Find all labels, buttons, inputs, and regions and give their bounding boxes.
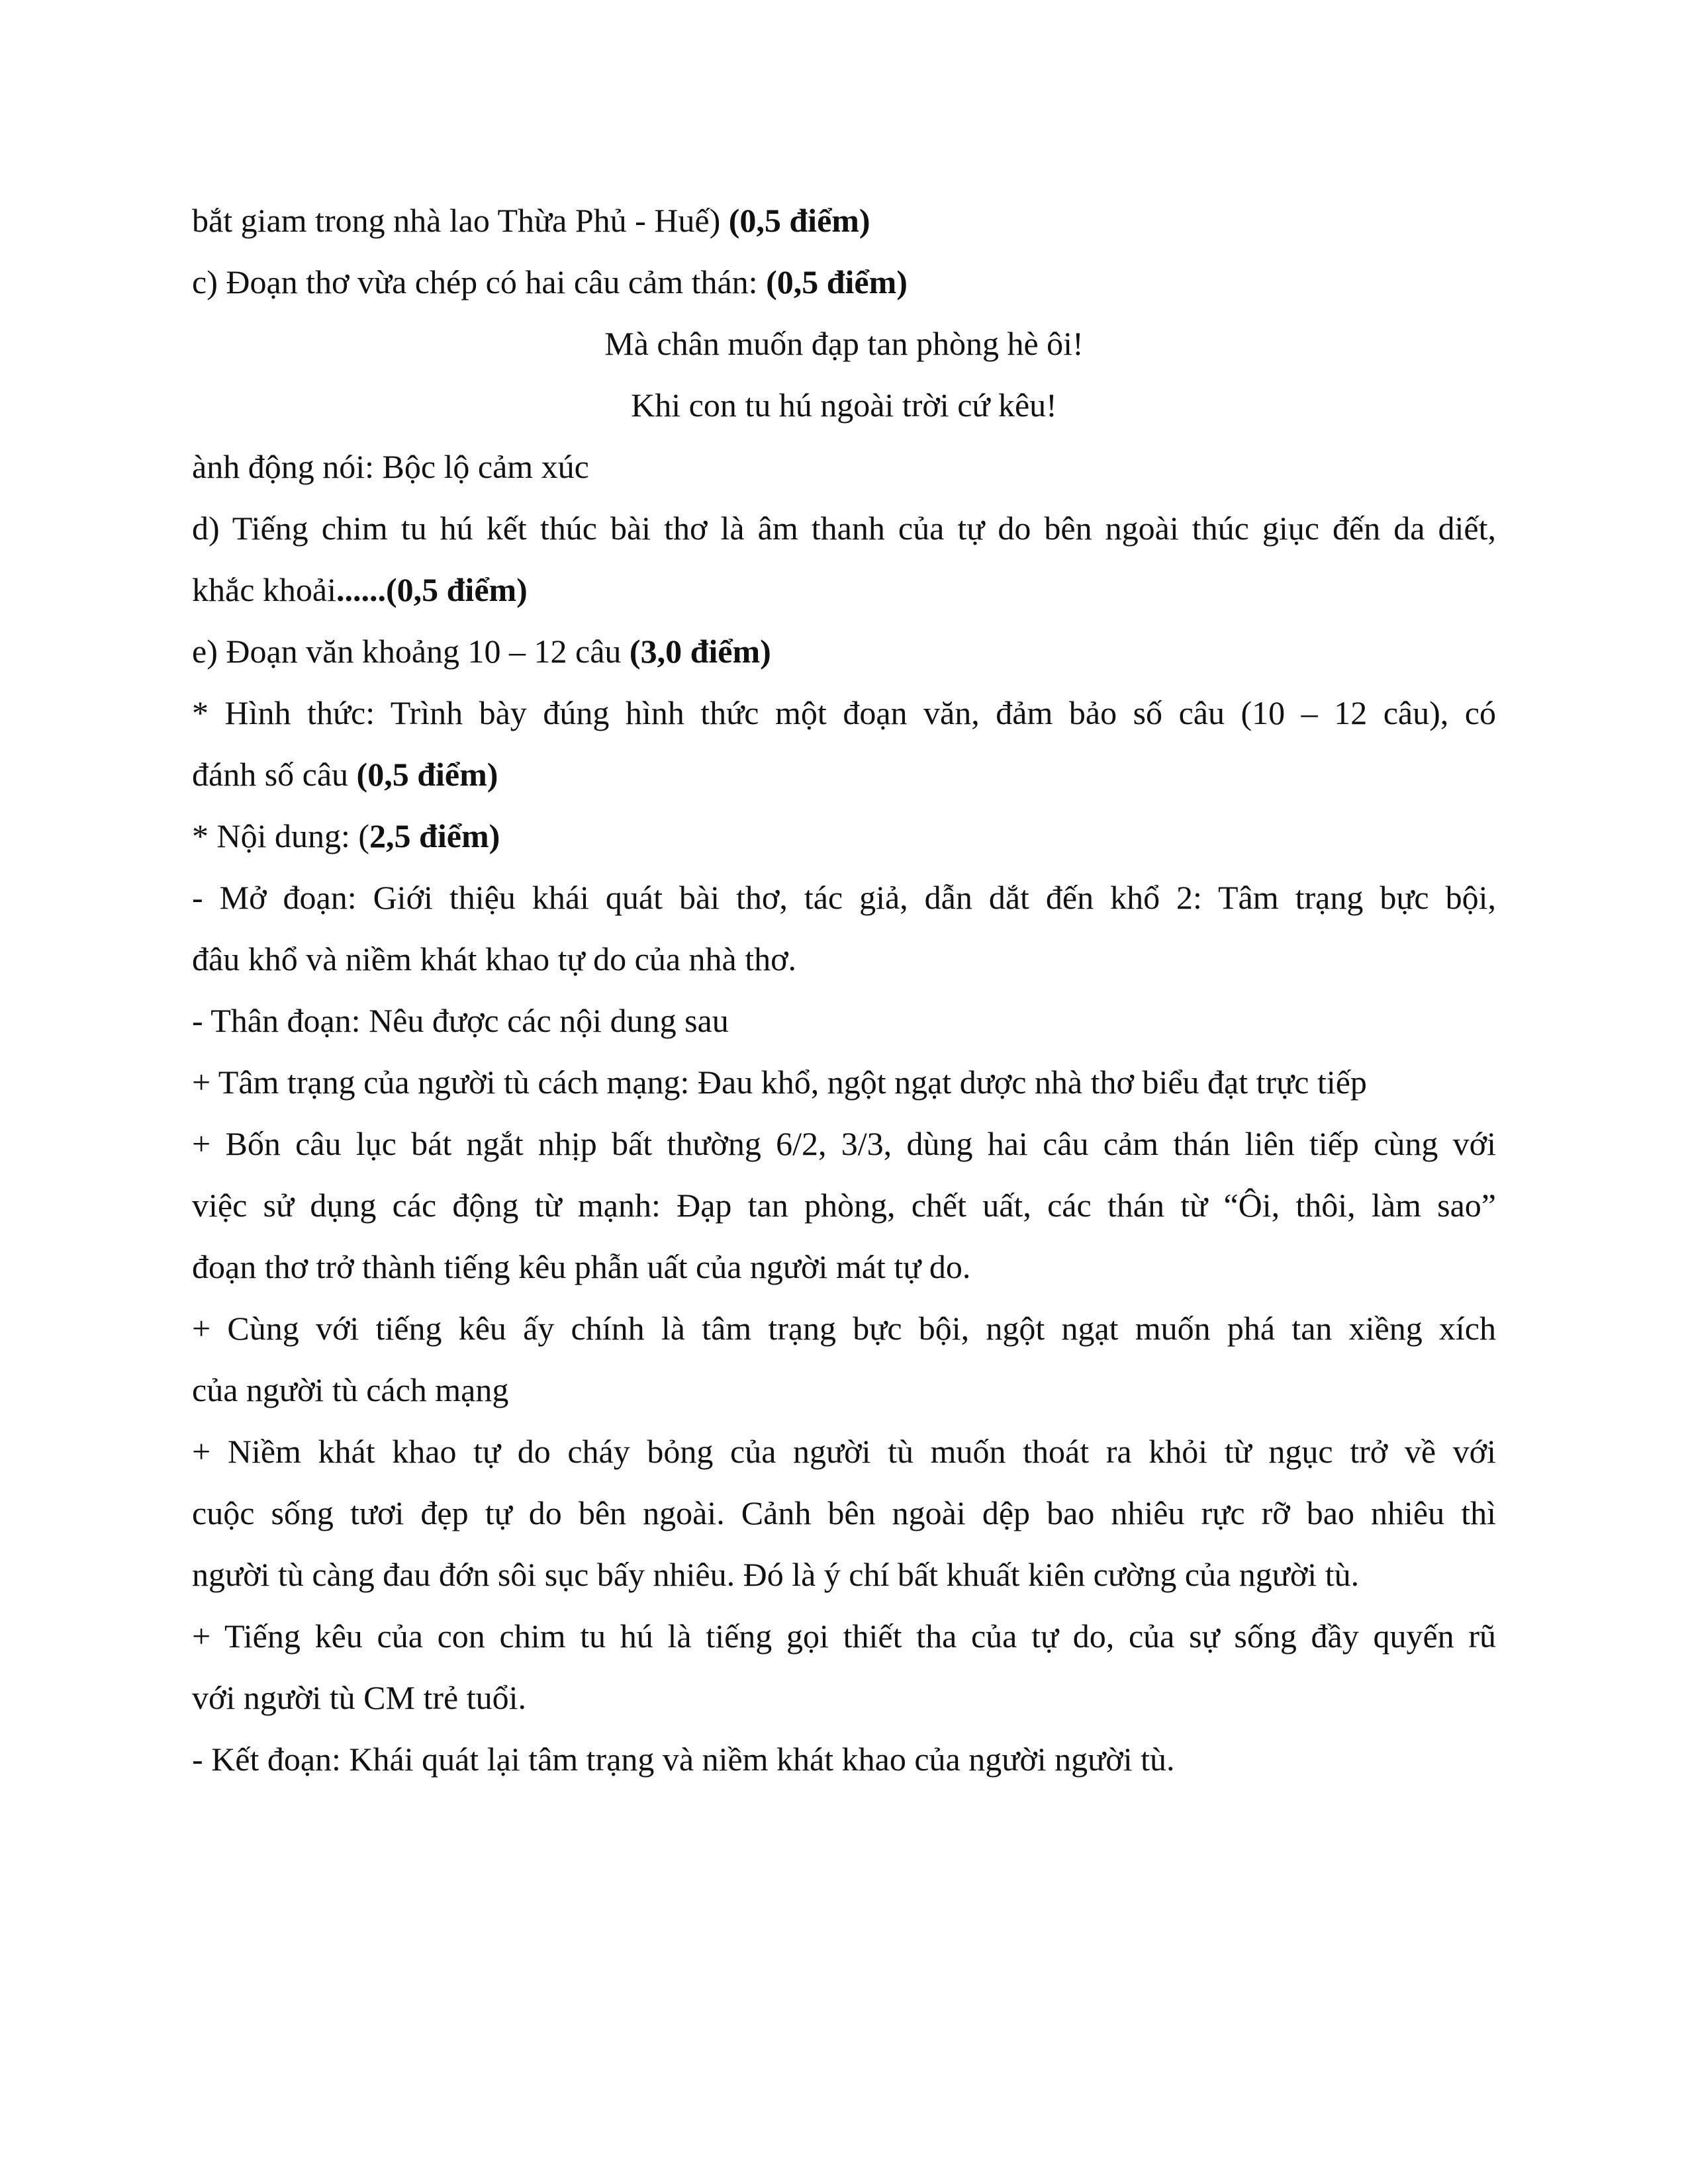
text-line: c) Đoạn thơ vừa chép có hai câu cảm thán: (0,5 điểm) — [192, 263, 908, 300]
text-line: của người tù cách mạng — [192, 1371, 509, 1408]
text-line: đâu khổ và niềm khát khao tự do của nhà thơ. — [192, 940, 797, 978]
text-line: với người tù CM trẻ tuổi. — [192, 1679, 526, 1716]
text-line: khắc khoải......(0,5 điểm) — [192, 571, 528, 608]
text-line: đánh số câu (0,5 điểm) — [192, 756, 498, 793]
text-line: việc sử dụng các động từ mạnh: Đạp tan phòng, chết uất, các thán từ “Ôi, thôi, làm sao” — [192, 1187, 1496, 1224]
text-line: + Cùng với tiếng kêu ấy chính là tâm trạng bực bội, ngột ngạt muốn phá tan xiềng xích — [192, 1310, 1496, 1347]
text-line: * Hình thức: Trình bày đúng hình thức một đoạn văn, đảm bảo số câu (10 – 12 câu), có — [192, 694, 1496, 731]
text-line: d) Tiếng chim tu hú kết thúc bài thơ là âm thanh của tự do bên ngoài thúc giục đến da diết, — [192, 510, 1496, 547]
text-line: e) Đoạn văn khoảng 10 – 12 câu (3,0 điểm) — [192, 633, 771, 670]
text-line: người tù càng đau đớn sôi sục bấy nhiêu. Đó là ý chí bất khuất kiên cường của người tù. — [192, 1556, 1360, 1593]
text-line: + Tâm trạng của người tù cách mạng: Đau khổ, ngột ngạt dược nhà thơ biểu đạt trực tiếp — [192, 1064, 1367, 1101]
answer-text — [192, 190, 1496, 1790]
text-line: cuộc sống tươi đẹp tự do bên ngoài. Cảnh bên ngoài dệp bao nhiêu rực rỡ bao nhiêu thì — [192, 1494, 1496, 1531]
text-line: * Nội dung: (2,5 điểm) — [192, 817, 500, 854]
text-line: + Tiếng kêu của con chim tu hú là tiếng gọi thiết tha của tự do, của sự sống đầy quyến rũ — [192, 1617, 1496, 1655]
poem-line: Mà chân muốn đạp tan phòng hè ôi! — [604, 325, 1084, 362]
text-line: - Thân đoạn: Nêu được các nội dung sau — [192, 1002, 729, 1039]
text-line: + Niềm khát khao tự do cháy bỏng của người tù muốn thoát ra khỏi từ ngục trở về với — [192, 1433, 1496, 1470]
text-line: - Kết đoạn: Khái quát lại tâm trạng và niềm khát khao của người người tù. — [192, 1741, 1175, 1778]
text-line: ành động nói: Bộc lộ cảm xúc — [192, 448, 589, 485]
poem-line: Khi con tu hú ngoài trời cứ kêu! — [631, 387, 1057, 424]
text-line: - Mở đoạn: Giới thiệu khái quát bài thơ, tác giả, dẫn dắt đến khổ 2: Tâm trạng bực bội, — [192, 879, 1496, 916]
text-line: đoạn thơ trở thành tiếng kêu phẫn uất của người mát tự do. — [192, 1248, 971, 1285]
text-line: bắt giam trong nhà lao Thừa Phủ - Huế) (0,5 điểm) — [192, 202, 870, 239]
text-line: + Bốn câu lục bát ngắt nhịp bất thường 6/2, 3/3, dùng hai câu cảm thán liên tiếp cùng với — [192, 1125, 1496, 1162]
